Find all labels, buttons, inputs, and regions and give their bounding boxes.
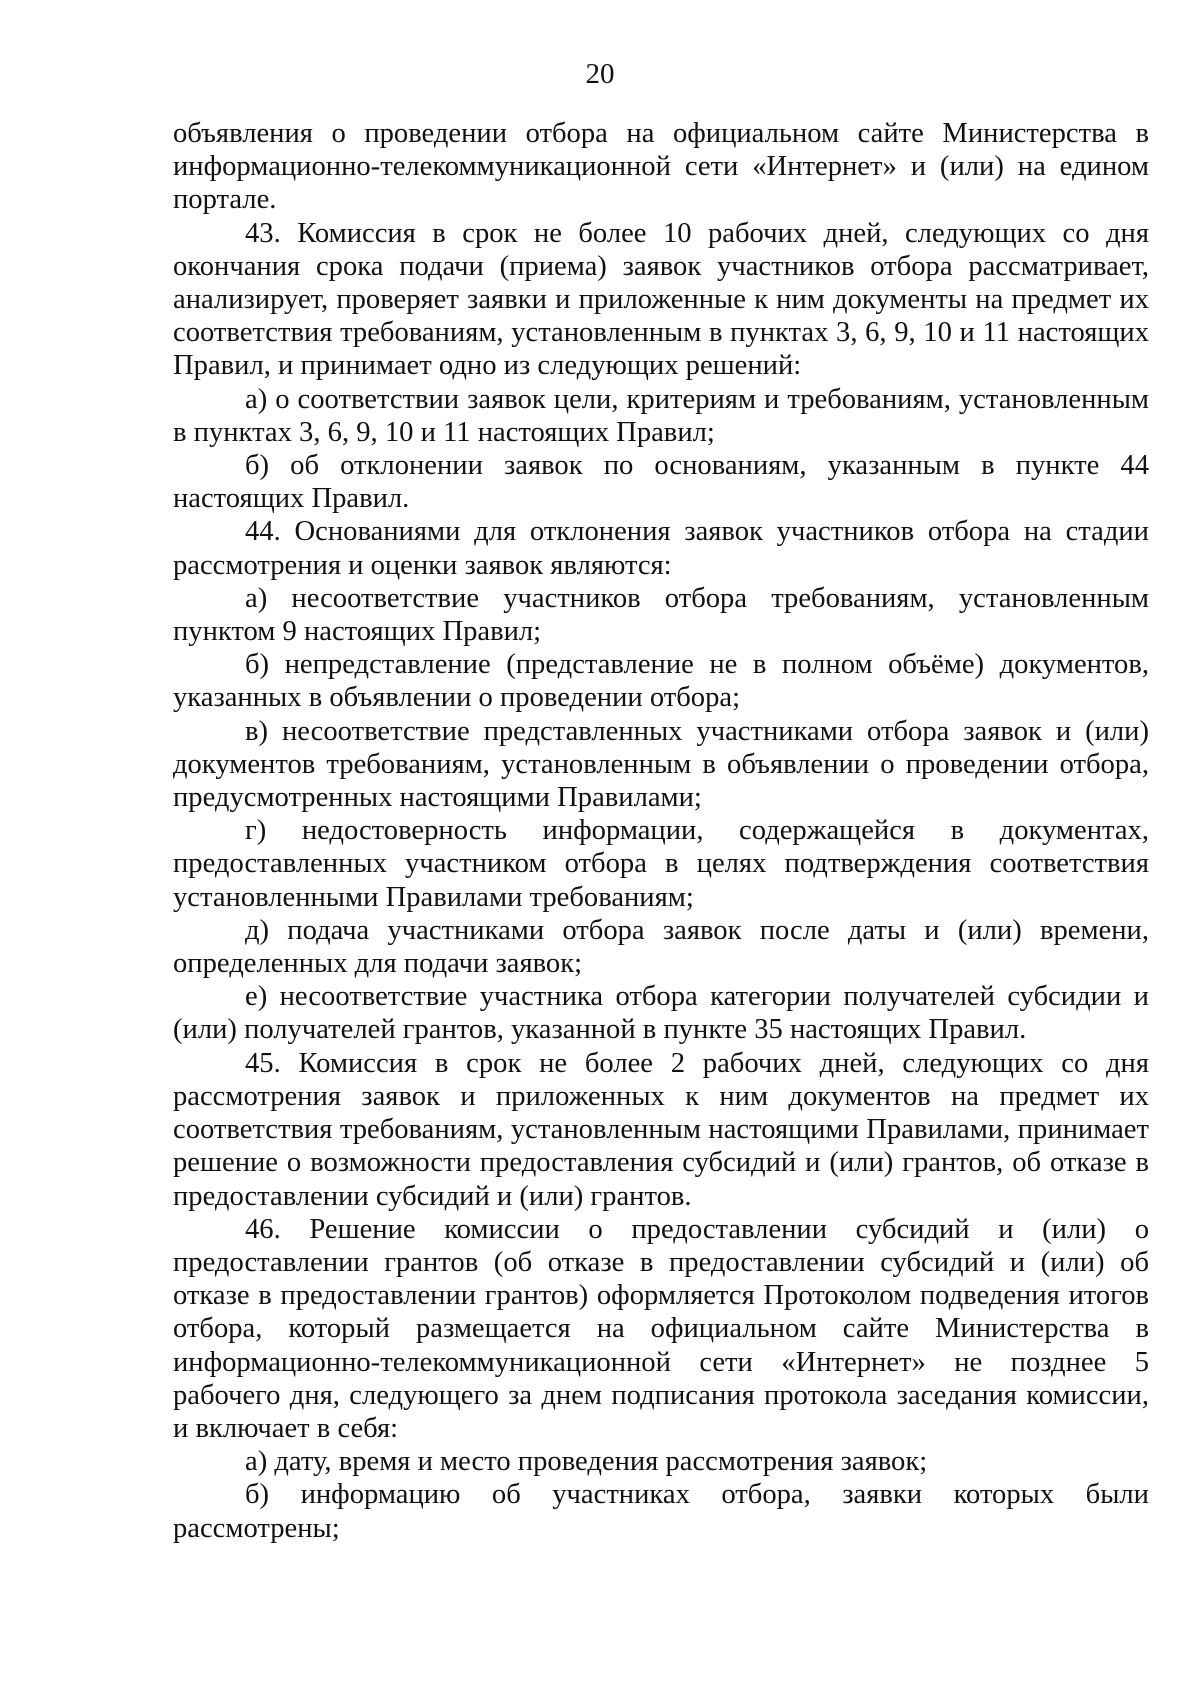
text-line: решение о возможности предоставления субсидий и (или) грантов, об отказе в — [173, 1147, 1149, 1179]
paragraph-p43b — [173, 449, 1149, 515]
text-line: рассмотрения и оценки заявок являются: — [173, 549, 672, 581]
paragraph-p44 — [173, 515, 1149, 581]
text-line: объявления о проведении отбора на официальном сайте Министерства в — [173, 118, 1149, 149]
text-line: анализирует, проверяет заявки и приложенные к ним документы на предмет их — [173, 284, 1149, 316]
text-line: 43. Комиссия в срок не более 10 рабочих дней, следующих со дня — [245, 217, 1149, 249]
text-line: 44. Основаниями для отклонения заявок участников отбора на стадии — [245, 516, 1149, 548]
paragraph-p43 — [173, 217, 1149, 383]
paragraph-p43a — [173, 383, 1149, 449]
text-line: определенных для подачи заявок; — [173, 948, 583, 980]
text-line: рабочего дня, следующего за днем подписания протокола заседания комиссии, — [173, 1379, 1149, 1411]
text-line: предоставлении грантов (об отказе в предоставлении субсидий и (или) об — [173, 1246, 1149, 1278]
paragraph-p44d — [173, 914, 1149, 980]
page-number: 20 — [585, 58, 615, 90]
paragraph-p46b — [173, 1478, 1149, 1544]
text-line: предоставленных участником отбора в целях подтверждения соответствия — [173, 848, 1149, 880]
text-line: а) несоответствие участников отбора требованиям, установленным — [245, 582, 1149, 614]
document-body — [173, 117, 1149, 1545]
text-line: 45. Комиссия в срок не более 2 рабочих дней, следующих со дня — [245, 1047, 1149, 1079]
text-line: (или) получателей грантов, указанной в пункте 35 настоящих Правил. — [173, 1014, 1027, 1046]
text-line: соответствия требованиям, установленным в пунктах 3, 6, 9, 10 и 11 настоящих — [173, 317, 1149, 349]
text-line: 46. Решение комиссии о предоставлении субсидий и (или) о — [245, 1213, 1149, 1245]
text-line: отбора, который размещается на официальном сайте Министерства в — [173, 1313, 1149, 1345]
paragraph-p44a — [173, 582, 1149, 648]
text-line: в пунктах 3, 6, 9, 10 и 11 настоящих Правил; — [173, 416, 715, 448]
paragraph-p45 — [173, 1047, 1149, 1213]
text-line: окончания срока подачи (приема) заявок участников отбора рассматривает, — [173, 250, 1149, 282]
text-line: предусмотренных настоящими Правилами; — [173, 782, 702, 814]
text-line: б) информацию об участниках отбора, заявки которых были рассмотрены; — [173, 1479, 1149, 1544]
text-line: б) об отклонении заявок по основаниям, указанным в пункте 44 — [245, 450, 1149, 482]
text-line: г) недостоверность информации, содержащейся в документах, — [245, 815, 1149, 847]
text-line: портале. — [173, 184, 277, 216]
text-line: установленными Правилами требованиям; — [173, 881, 694, 913]
paragraph-p44b — [173, 648, 1149, 714]
paragraph-p44g — [173, 814, 1149, 914]
text-line: а) о соответствии заявок цели, критериям и требованиям, установленным — [245, 383, 1149, 415]
paragraph-p44e — [173, 980, 1149, 1046]
text-line: и включает в себя: — [173, 1412, 399, 1444]
paragraph-p46 — [173, 1213, 1149, 1445]
text-line: д) подача участниками отбора заявок после даты и (или) времени, — [245, 914, 1149, 946]
text-line: предоставлении субсидий и (или) грантов. — [173, 1180, 692, 1212]
text-line: информационно-телекоммуникационной сети «Интернет» и (или) на едином — [173, 151, 1149, 183]
text-line: соответствия требованиям, установленным настоящими Правилами, принимает — [173, 1114, 1149, 1146]
text-line: пунктом 9 настоящих Правил; — [173, 616, 542, 648]
text-line: информационно-телекоммуникационной сети «Интернет» не позднее 5 — [173, 1346, 1149, 1378]
text-line: рассмотрения заявок и приложенных к ним документов на предмет их — [173, 1080, 1149, 1112]
text-line: Правил, и принимает одно из следующих решений: — [173, 350, 802, 382]
text-line: документов требованиям, установленным в объявлении о проведении отбора, — [173, 748, 1149, 780]
paragraph-p46a — [173, 1445, 1149, 1478]
paragraph-p44v — [173, 715, 1149, 815]
text-line: в) несоответствие представленных участниками отбора заявок и (или) — [245, 715, 1149, 747]
paragraph-p0 — [173, 117, 1149, 217]
text-line: настоящих Правил. — [173, 483, 410, 515]
text-line: отказе в предоставлении грантов) оформляется Протоколом подведения итогов — [173, 1280, 1149, 1312]
text-line: е) несоответствие участника отбора категории получателей субсидии и — [245, 981, 1149, 1013]
text-line: б) непредставление (представление не в полном объёме) документов, — [245, 649, 1149, 681]
text-line: указанных в объявлении о проведении отбора; — [173, 682, 741, 714]
text-line: а) дату, время и место проведения рассмотрения заявок; — [245, 1446, 928, 1478]
